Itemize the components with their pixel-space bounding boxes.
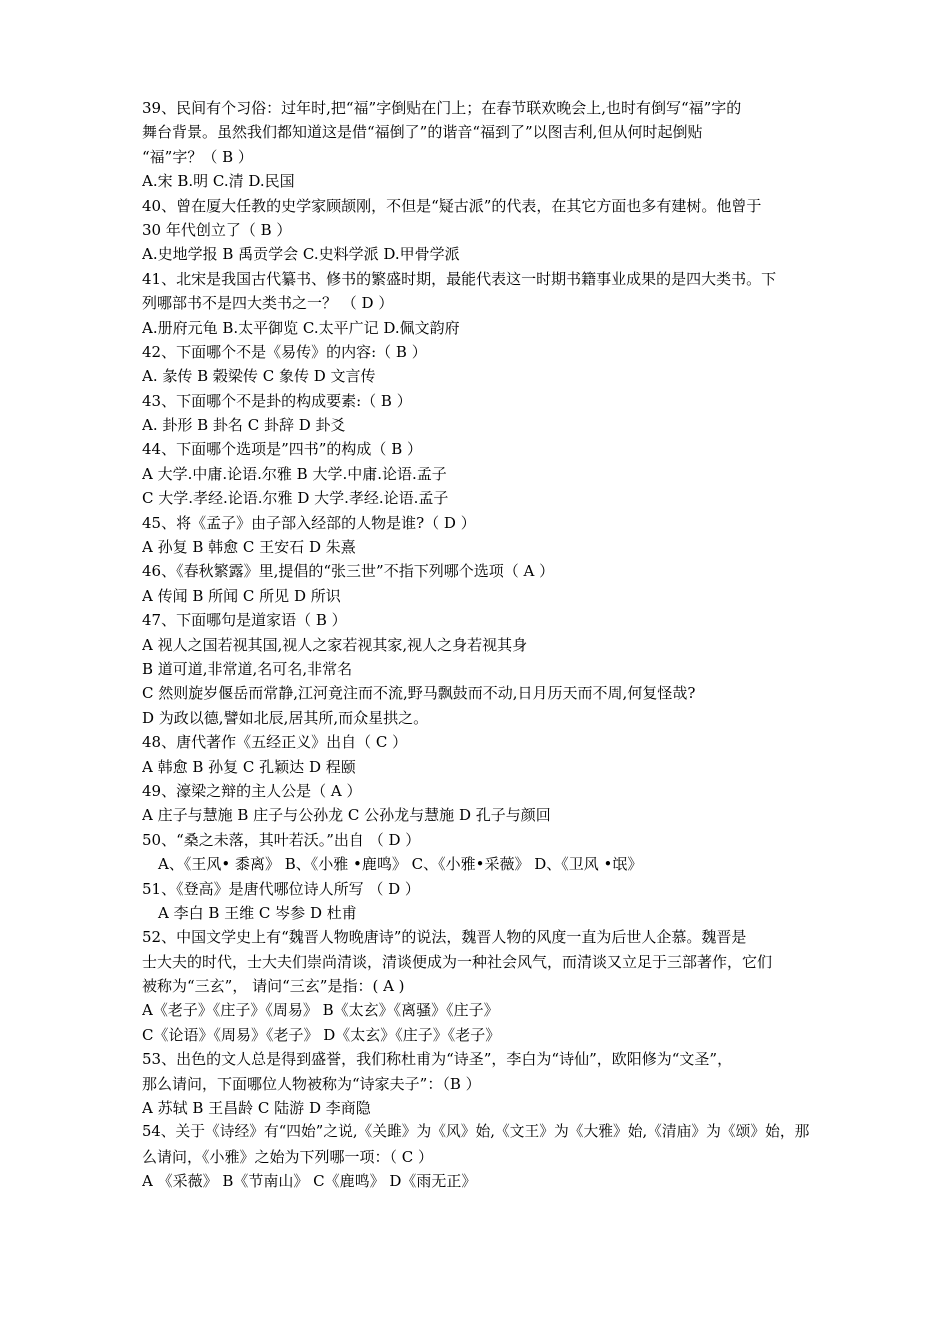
q42-options: A. 彖传 B 榖梁传 C 象传 D 文言传 (142, 367, 376, 386)
q52-line-2: 士大夫的时代，士大夫们崇尚清谈，清谈便成为一种社会风气，而清谈又立足于三部著作，它们 (142, 952, 773, 971)
q39-line-2: 舞台背景。虽然我们都知道这是借“福倒了”的谐音“福到了”以图吉利,但从何时起倒贴 (142, 123, 703, 142)
q45-options: A 孙复 B 韩愈 C 王安石 D 朱熹 (142, 538, 356, 557)
q40-line-1: 40、曾在厦大任教的史学家顾颉刚，不但是“疑古派”的代表，在其它方面也多有建树。他曾于 (142, 196, 762, 215)
q53-line-2: 那么请问，下面哪位人物被称为“诗家夫子”：（B ） (142, 1074, 481, 1093)
q39-line-3: “福”字？（ B ） (142, 147, 253, 166)
q48-options: A 韩愈 B 孙复 C 孔颖达 D 程颐 (142, 757, 356, 776)
q46-options: A 传闻 B 所闻 C 所见 D 所识 (142, 586, 341, 605)
q54-line-1: 54、关于《诗经》有“四始”之说,《关雎》为《风》始,《文王》为《大雅》始,《清庙》为《颂》始，那 (142, 1123, 810, 1141)
q53-line-1: 53、出色的文人总是得到盛誉，我们称杜甫为“诗圣”，李白为“诗仙”，欧阳修为“文圣”， (142, 1050, 733, 1069)
document-page (142, 96, 812, 1194)
q41-line-1: 41、北宋是我国古代纂书、修书的繁盛时期，最能代表这一时期书籍事业成果的是四大类书。下 (142, 269, 777, 288)
q45-question: 45、将《孟子》由子部入经部的人物是谁?（ D ） (142, 513, 476, 532)
q44-options-ab: A 大学.中庸.论语.尔雅 B 大学.中庸.论语.孟子 (142, 464, 447, 483)
q50-question: 50、“桑之未落，其叶若沃。”出自 （ D ） (142, 830, 421, 849)
q54-options: A 《采薇》 B《节南山》 C《鹿鸣》 D《雨无正》 (142, 1172, 477, 1191)
q52-options-ab: A《老子》《庄子》《周易》 B《太玄》《离骚》《庄子》 (142, 1001, 499, 1020)
q47-option-c: C 然则旋岁偃岳而常静,江河竟注而不流,野马飘鼓而不动,日月历天而不周,何复怪哉? (142, 684, 696, 703)
q52-line-1: 52、中国文学史上有“魏晋人物晚唐诗”的说法，魏晋人物的风度一直为后世人企慕。魏晋是 (142, 928, 747, 947)
q46-question: 46、《春秋繁露》里,提倡的“张三世”不指下列哪个选项（ A ） (142, 562, 555, 581)
q39-options: A.宋 B.明 C.清 D.民国 (142, 172, 295, 191)
q47-question: 47、下面哪句是道家语（ B ） (142, 611, 347, 630)
q41-line-2: 列哪部书不是四大类书之一？ （ D ） (142, 294, 394, 313)
q51-options: A 李白 B 王维 C 岑参 D 杜甫 (158, 903, 357, 922)
q52-options-cd: C《论语》《周易》《老子》 D《太玄》《庄子》《老子》 (142, 1025, 501, 1044)
q47-option-d: D 为政以德,譬如北辰,居其所,而众星拱之。 (142, 708, 429, 727)
q43-question: 43、下面哪个不是卦的构成要素:（ B ） (142, 391, 412, 410)
q47-option-a: A 视人之国若视其国,视人之家若视其家,视人之身若视其身 (142, 635, 528, 654)
q49-question: 49、濠梁之辩的主人公是（ A ） (142, 781, 362, 800)
q40-line-2: 30 年代创立了（ B ） (142, 220, 292, 239)
q44-options-cd: C 大学.孝经.论语.尔雅 D 大学.孝经.论语.孟子 (142, 489, 449, 508)
q48-question: 48、唐代著作《五经正义》出自（ C ） (142, 733, 408, 752)
q53-options: A 苏轼 B 王昌龄 C 陆游 D 李商隐 (142, 1099, 371, 1118)
q44-question: 44、下面哪个选项是”四书”的构成（ B ） (142, 440, 422, 459)
q52-line-3: 被称为“三玄”， 请问“三玄”是指：( A ) (142, 977, 405, 996)
q50-options: A、《王风• 黍离》 B、《小雅 •鹿鸣》 C、《小雅•采薇》 D、《卫风 •氓》 (158, 855, 643, 874)
q42-question: 42、下面哪个不是《易传》的内容:（ B ） (142, 342, 427, 361)
q51-question: 51、《登高》是唐代哪位诗人所写 （ D ） (142, 879, 420, 898)
q43-options: A. 卦形 B 卦名 C 卦辞 D 卦爻 (142, 416, 346, 435)
q54-line-2: 么请问，《小雅》之始为下列哪一项：（ C ） (142, 1147, 434, 1166)
q49-options: A 庄子与慧施 B 庄子与公孙龙 C 公孙龙与慧施 D 孔子与颜回 (142, 806, 551, 825)
q40-options: A.史地学报 B 禹贡学会 C.史料学派 D.甲骨学派 (142, 245, 460, 264)
q39-line-1: 39、民间有个习俗：过年时,把“福”字倒贴在门上；在春节联欢晚会上,也时有倒写“福”字的 (142, 99, 742, 117)
q47-option-b: B 道可道,非常道,名可名,非常名 (142, 659, 353, 678)
q41-options: A.册府元龟 B.太平御览 C.太平广记 D.佩文韵府 (142, 318, 460, 337)
